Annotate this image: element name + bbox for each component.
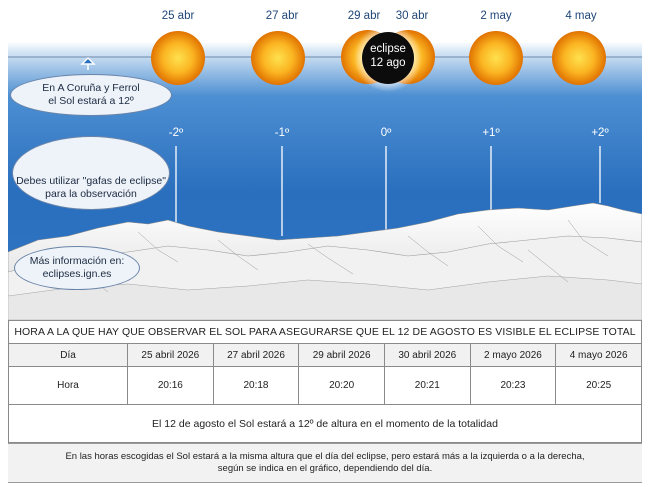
sun-2-may (469, 31, 523, 85)
date-label-29-abr: 29 abr (347, 10, 381, 22)
table-cell-day: 2 mayo 2026 (470, 344, 556, 367)
table-cell-hour: 20:18 (213, 367, 299, 405)
sky-panel (8, 0, 642, 320)
hour-row-label: Hora (9, 367, 128, 405)
date-label-2-may: 2 may (480, 10, 512, 22)
footer-note (8, 443, 642, 483)
altitude-note-line2: el Sol estará a 12º (48, 95, 134, 107)
offset-label-plus1: +1º (482, 127, 500, 139)
table-title-row (9, 321, 642, 344)
offset-label-zero: 0º (380, 127, 392, 139)
observation-times-table (8, 320, 642, 443)
table-title: HORA A LA QUE HAY QUE OBSERVAR EL SOL PARA ASEGURARSE QUE EL 12 DE AGOSTO ES VISIBLE EL ECLIPSE TOTAL (9, 321, 642, 344)
table-hour-row (9, 367, 642, 405)
sun-25-abr (151, 31, 205, 85)
table-cell-hour: 20:20 (299, 367, 385, 405)
glasses-note-line1: Debes utilizar "gafas de eclipse" (16, 175, 166, 187)
footer-line2: según se indica en el gráfico, dependiendo del día. (217, 463, 433, 474)
table-cell-day: 25 abril 2026 (128, 344, 214, 367)
table-cell-day: 27 abril 2026 (213, 344, 299, 367)
eclipse-badge-line2: 12 ago (370, 57, 406, 69)
table-cell-day: 30 abril 2026 (384, 344, 470, 367)
date-label-27-abr: 27 abr (265, 10, 299, 22)
offset-label-minus1: -1º (274, 127, 290, 139)
table-cell-hour: 20:21 (384, 367, 470, 405)
more-info-link[interactable]: eclipses.ign.es (42, 268, 112, 280)
offset-label-minus2: -2º (168, 127, 184, 139)
day-row-label: Día (9, 344, 128, 367)
eclipse-badge (355, 42, 421, 70)
date-label-4-may: 4 may (565, 10, 597, 22)
table-cell-day: 29 abril 2026 (299, 344, 385, 367)
table-altitude-row (9, 405, 642, 443)
table-cell-hour: 20:16 (128, 367, 214, 405)
sun-4-may (552, 31, 606, 85)
table-cell-hour: 20:23 (470, 367, 556, 405)
eclipse-badge-line1: eclipse (370, 43, 406, 55)
glasses-note-bubble (12, 136, 170, 210)
glasses-note-line2: para la observación (45, 188, 137, 200)
footer-line1: En las horas escogidas el Sol estará a la misma altura que el día del eclipse, pero estará más a la izquierda o a la derecha, (65, 451, 585, 462)
more-info-line1: Más información en: (29, 255, 125, 267)
altitude-note-bubble (10, 74, 172, 116)
table-cell-day: 4 mayo 2026 (556, 344, 642, 367)
date-label-30-abr: 30 abr (395, 10, 429, 22)
table-cell-hour: 20:25 (556, 367, 642, 405)
altitude-statement: El 12 de agosto el Sol estará a 12º de altura en el momento de la totalidad (9, 405, 642, 443)
more-info-bubble (14, 246, 140, 290)
sun-27-abr (251, 31, 305, 85)
offset-label-plus2: +2º (591, 127, 609, 139)
table-day-row (9, 344, 642, 367)
altitude-note-line1: En A Coruña y Ferrol (42, 82, 140, 94)
date-label-25-abr: 25 abr (161, 10, 195, 22)
